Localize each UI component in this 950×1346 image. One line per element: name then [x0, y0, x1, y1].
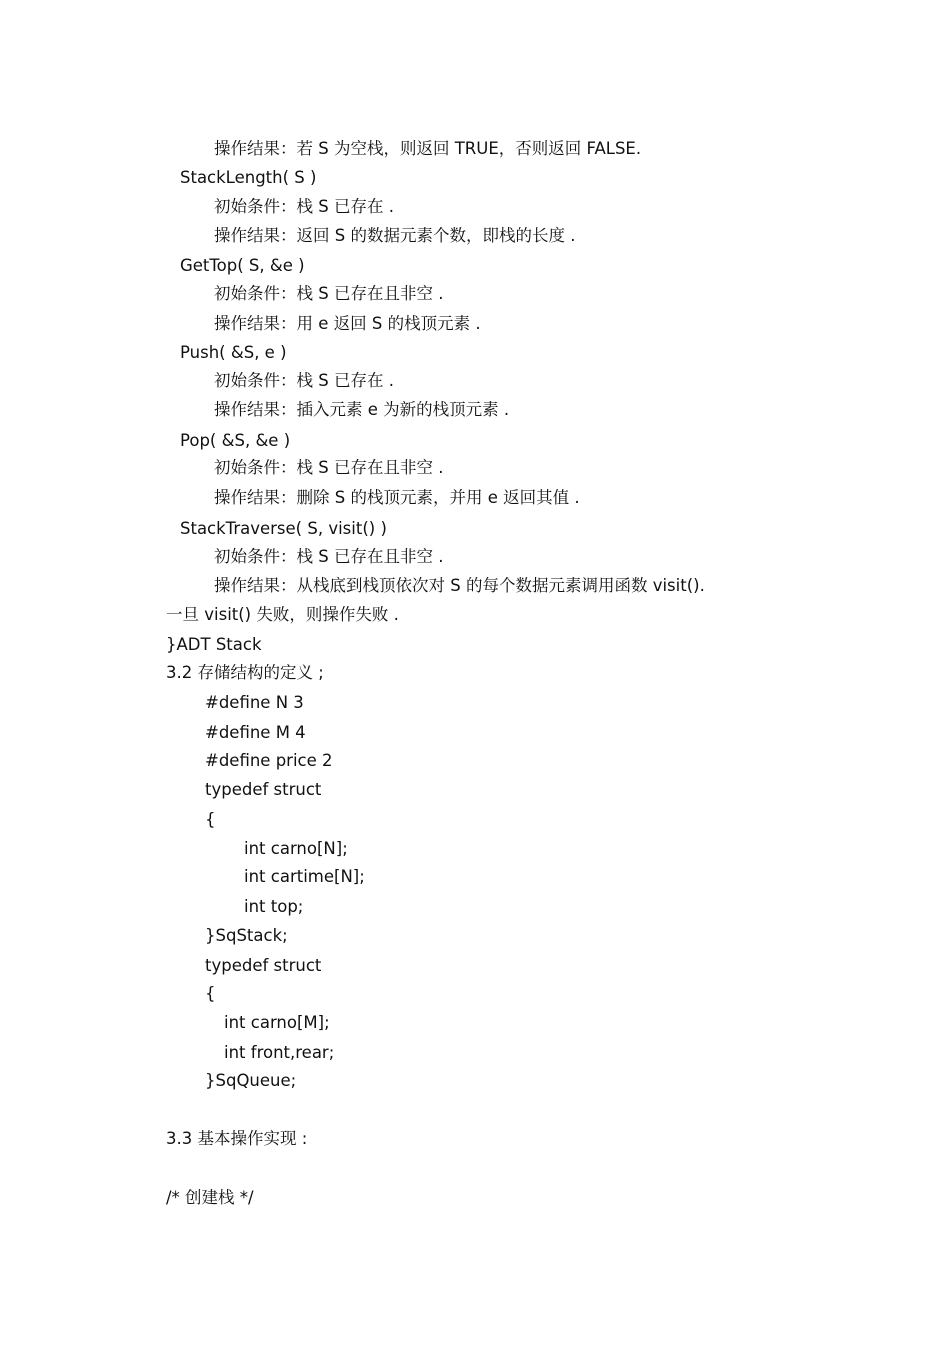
text-line: 操作结果：插入元素 e 为新的栈顶元素 .: [214, 400, 510, 419]
code-line: }SqStack;: [205, 926, 288, 945]
text-line: 操作结果：用 e 返回 S 的栈顶元素 .: [214, 314, 481, 333]
code-line: #define N 3: [205, 693, 304, 712]
section-heading: 3.2 存储结构的定义 ;: [166, 663, 324, 682]
text-line: Pop( &S, &e ): [180, 431, 291, 450]
text-line: 操作结果：删除 S 的栈顶元素，并用 e 返回其值 .: [214, 488, 580, 507]
code-line: int cartime[N];: [244, 867, 365, 886]
text-line: 操作结果：返回 S 的数据元素个数，即栈的长度 .: [214, 226, 576, 245]
text-line: }ADT Stack: [166, 635, 262, 654]
code-comment: /* 创建栈 */: [166, 1188, 254, 1207]
text-line: 初始条件：栈 S 已存在且非空 .: [214, 284, 444, 303]
text-line: 操作结果：若 S 为空栈，则返回 TRUE，否则返回 FALSE.: [214, 139, 642, 158]
text-line: 操作结果：从栈底到栈顶依次对 S 的每个数据元素调用函数 visit().: [214, 576, 705, 595]
text-line: 初始条件：栈 S 已存在 .: [214, 197, 394, 216]
text-line: GetTop( S, &e ): [180, 256, 305, 275]
code-line: }SqQueue;: [205, 1071, 297, 1090]
code-line: int front,rear;: [224, 1043, 335, 1062]
code-line: typedef struct: [205, 780, 322, 799]
code-line: int top;: [244, 897, 304, 916]
section-heading: 3.3 基本操作实现 :: [166, 1129, 308, 1148]
text-line: StackTraverse( S, visit() ): [180, 519, 387, 538]
text-line: Push( &S, e ): [180, 343, 287, 362]
text-line: 初始条件：栈 S 已存在且非空 .: [214, 458, 444, 477]
code-line: {: [205, 984, 216, 1003]
code-line: #define M 4: [205, 723, 306, 742]
text-line: 初始条件：栈 S 已存在且非空 .: [214, 547, 444, 566]
text-line: 初始条件：栈 S 已存在 .: [214, 371, 394, 390]
code-line: int carno[M];: [224, 1013, 330, 1032]
text-line: 一旦 visit() 失败，则操作失败 .: [166, 605, 399, 624]
code-line: #define price 2: [205, 751, 333, 770]
code-line: {: [205, 810, 216, 829]
code-line: int carno[N];: [244, 839, 348, 858]
code-line: typedef struct: [205, 956, 322, 975]
text-line: StackLength( S ): [180, 168, 317, 187]
